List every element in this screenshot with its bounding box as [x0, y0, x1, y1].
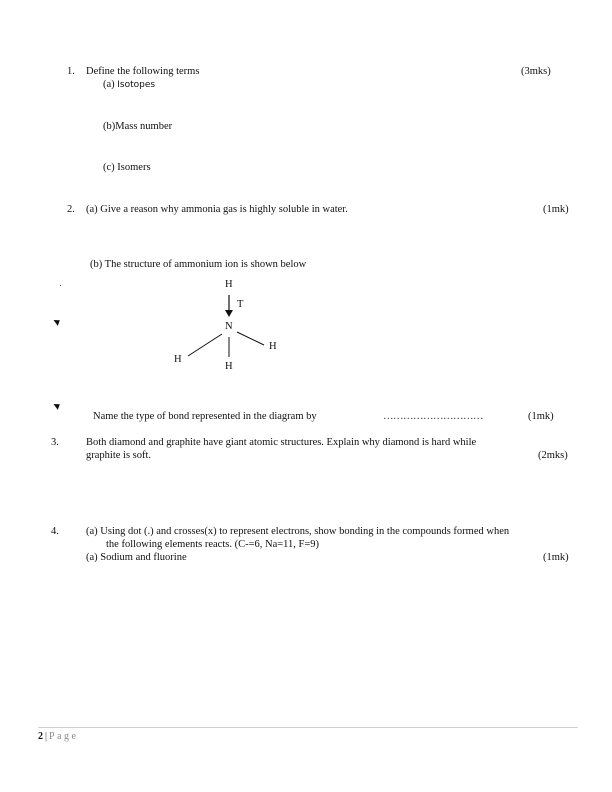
- q2a-marks: (1mk): [543, 204, 569, 215]
- q4-line1: (a) Using dot (.) and crosses(x) to represent electrons, show bonding in the compounds formed when: [86, 526, 510, 537]
- atom-n-center: N: [225, 321, 233, 332]
- q4-number: 4.: [51, 526, 59, 537]
- q2a-text: (a) Give a reason why ammonia gas is highly soluble in water.: [86, 204, 348, 215]
- q2b-answer-blank[interactable]: …………………………: [383, 411, 483, 422]
- q2b-text: (b) The structure of ammonium ion is shown below: [90, 259, 307, 270]
- q1-part-b: [103, 121, 172, 133]
- q1-part-c: [103, 162, 151, 174]
- q4-marks: (1mk): [543, 552, 569, 563]
- footer-separator: |: [45, 731, 48, 742]
- q1-part-c-text: Isomers: [117, 162, 151, 173]
- q1-part-a: [103, 79, 155, 91]
- q3-marks: (2mks): [538, 450, 568, 461]
- q4-sub-a: (a) Sodium and fluorine: [86, 552, 187, 563]
- atom-h-top: H: [225, 279, 233, 290]
- margin-arrow-icon: [52, 402, 60, 410]
- q1-part-a-label: (a): [103, 79, 115, 90]
- q3-line2: graphite is soft.: [86, 450, 152, 461]
- q2-number: 2.: [67, 204, 75, 215]
- dative-arrow-head-icon: [225, 310, 233, 317]
- atom-h-bottom: H: [225, 361, 233, 372]
- q3-line1: Both diamond and graphite have giant atomic structures. Explain why diamond is hard while: [86, 437, 477, 448]
- q4-line2: the following elements reacts. (C-=6, Na=11, F=9): [106, 539, 320, 550]
- footer-divider: [38, 727, 578, 728]
- atom-h-left: H: [174, 354, 182, 365]
- q1-prompt: Define the following terms: [86, 66, 200, 77]
- page-word: Page: [49, 731, 79, 742]
- q3-number: 3.: [51, 437, 59, 448]
- q1-number: 1.: [67, 66, 75, 77]
- q1-marks: (3mks): [521, 66, 551, 77]
- margin-dot: [60, 285, 61, 286]
- page-footer: [38, 731, 78, 743]
- q1-part-b-label: (b): [103, 121, 116, 132]
- ammonium-ion-diagram: [160, 275, 300, 380]
- q2b-question: Name the type of bond represented in the diagram by: [93, 411, 317, 422]
- atom-h-right: H: [269, 341, 277, 352]
- q1-part-a-text: Isotopes: [117, 80, 156, 90]
- margin-arrow-icon: [52, 318, 60, 326]
- page-number: 2: [38, 731, 43, 742]
- arrow-label-t: T: [237, 299, 244, 310]
- q1-part-b-text: Mass number: [115, 121, 173, 132]
- q1-part-c-label: (c): [103, 162, 115, 173]
- q2b-marks: (1mk): [528, 411, 554, 422]
